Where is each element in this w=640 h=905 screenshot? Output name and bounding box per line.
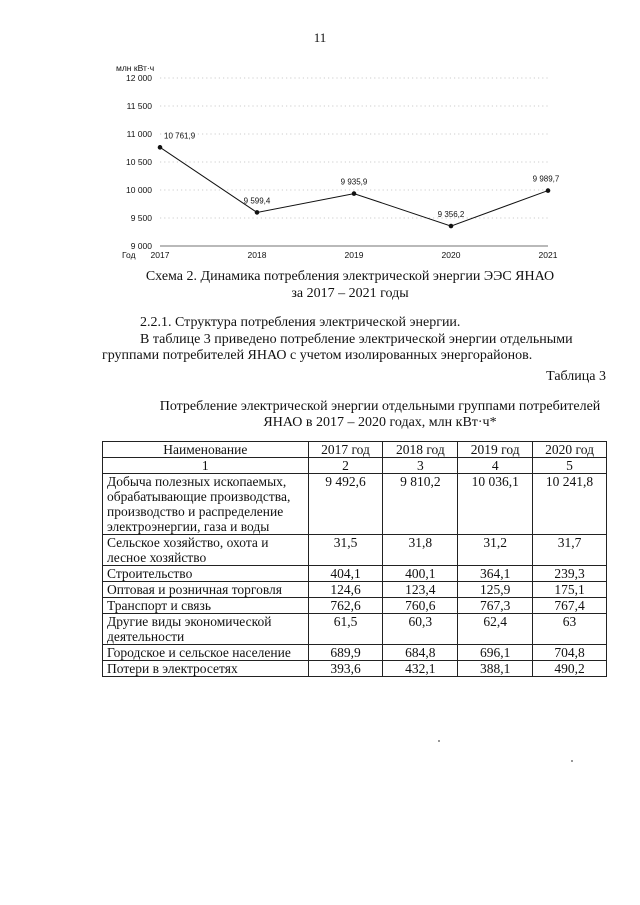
row-name: Потери в электросетях — [103, 661, 309, 677]
paragraph-line-2: группами потребителей ЯНАО с учетом изолированных энергорайонов. — [102, 348, 533, 363]
row-name: Городское и сельское население — [103, 645, 309, 661]
chart-y-tick-label: 9 000 — [130, 241, 152, 251]
row-value: 31,2 — [458, 535, 533, 566]
row-value: 767,4 — [533, 598, 607, 614]
chart-y-tick-label: 11 500 — [126, 101, 152, 111]
column-number-row — [103, 458, 607, 474]
row-value: 9 492,6 — [308, 474, 383, 535]
chart-series-line — [160, 147, 548, 226]
chart-caption-line-2: за 2017 – 2021 годы — [291, 286, 409, 301]
column-number: 3 — [383, 458, 458, 474]
chart-y-tick-label: 9 500 — [130, 213, 152, 223]
chart-y-tick-label: 12 000 — [126, 73, 152, 83]
chart-y-tick-label: 11 000 — [126, 129, 152, 139]
row-value: 63 — [533, 614, 607, 645]
row-value: 61,5 — [308, 614, 383, 645]
paragraph-line-1: В таблице 3 приведено потребление электрической энергии отдельными — [140, 332, 573, 347]
section-heading: 2.2.1. Структура потребления электрической энергии. — [140, 315, 461, 330]
header-2018: 2018 год — [383, 442, 458, 458]
consumption-table — [102, 441, 607, 677]
column-number: 4 — [458, 458, 533, 474]
chart-y-tick-label: 10 000 — [126, 185, 152, 195]
chart-y-tick-label: 10 500 — [126, 157, 152, 167]
row-value: 432,1 — [383, 661, 458, 677]
row-value: 62,4 — [458, 614, 533, 645]
table-row — [103, 614, 607, 645]
table-row — [103, 474, 607, 535]
chart-data-point — [158, 145, 163, 150]
row-value: 400,1 — [383, 566, 458, 582]
header-name: Наименование — [103, 442, 309, 458]
row-value: 10 241,8 — [533, 474, 607, 535]
row-value: 393,6 — [308, 661, 383, 677]
chart-x-tick-label: 2020 — [441, 250, 461, 260]
row-value: 404,1 — [308, 566, 383, 582]
chart-data-label: 9 356,2 — [437, 210, 465, 220]
row-value: 123,4 — [383, 582, 458, 598]
row-value: 696,1 — [458, 645, 533, 661]
row-value: 704,8 — [533, 645, 607, 661]
table-title-line-2: ЯНАО в 2017 – 2020 годах, млн кВт·ч* — [263, 415, 497, 430]
chart-x-tick-label: 2017 — [150, 250, 170, 260]
row-value: 124,6 — [308, 582, 383, 598]
chart-data-point — [352, 191, 357, 196]
table-title — [150, 399, 610, 431]
chart-data-label: 9 935,9 — [340, 177, 368, 187]
column-number: 5 — [533, 458, 607, 474]
row-value: 9 810,2 — [383, 474, 458, 535]
row-name: Другие виды экономической деятельности — [103, 614, 309, 645]
row-value: 125,9 — [458, 582, 533, 598]
row-name: Добыча полезных ископаемых, обрабатывающие производства, производство и распределение электроэнергии, газа и воды — [103, 474, 309, 535]
chart-x-tick-label: 2018 — [247, 250, 267, 260]
row-value: 767,3 — [458, 598, 533, 614]
table-label: Таблица 3 — [546, 369, 606, 384]
row-value: 684,8 — [383, 645, 458, 661]
row-value: 175,1 — [533, 582, 607, 598]
column-number: 2 — [308, 458, 383, 474]
chart-data-label: 9 989,7 — [532, 174, 560, 184]
chart-x-axis-prefix: Год — [122, 250, 136, 260]
chart-data-label: 9 599,4 — [243, 196, 271, 206]
chart-x-tick-label: 2019 — [344, 250, 364, 260]
chart-data-label: 10 761,9 — [164, 131, 196, 141]
table-row — [103, 582, 607, 598]
chart-caption-line-1: Схема 2. Динамика потребления электрической энергии ЭЭС ЯНАО — [145, 269, 555, 284]
row-value: 31,7 — [533, 535, 607, 566]
table-row — [103, 535, 607, 566]
chart-data-point — [449, 224, 454, 229]
table-row — [103, 566, 607, 582]
scan-speck — [438, 740, 440, 742]
row-value: 490,2 — [533, 661, 607, 677]
chart-data-point — [255, 210, 260, 215]
row-name: Транспорт и связь — [103, 598, 309, 614]
table-row — [103, 598, 607, 614]
table-row — [103, 645, 607, 661]
chart-caption — [0, 268, 640, 302]
row-name: Сельское хозяйство, охота и лесное хозяйство — [103, 535, 309, 566]
row-value: 762,6 — [308, 598, 383, 614]
row-name: Строительство — [103, 566, 309, 582]
row-value: 10 036,1 — [458, 474, 533, 535]
chart-x-tick-label: 2021 — [538, 250, 558, 260]
header-2017: 2017 год — [308, 442, 383, 458]
table-header-row — [103, 442, 607, 458]
row-value: 31,8 — [383, 535, 458, 566]
header-2020: 2020 год — [533, 442, 607, 458]
table-row — [103, 661, 607, 677]
consumption-line-chart — [108, 60, 568, 265]
table-title-line-1: Потребление электрической энергии отдельными группами потребителей — [159, 399, 601, 414]
row-value: 388,1 — [458, 661, 533, 677]
row-value: 31,5 — [308, 535, 383, 566]
column-number: 1 — [103, 458, 309, 474]
row-value: 689,9 — [308, 645, 383, 661]
page-number: 11 — [313, 30, 327, 45]
chart-data-point — [546, 188, 551, 193]
row-value: 60,3 — [383, 614, 458, 645]
header-2019: 2019 год — [458, 442, 533, 458]
chart-unit-label: млн кВт·ч — [116, 63, 155, 73]
row-name: Оптовая и розничная торговля — [103, 582, 309, 598]
scan-speck — [571, 760, 573, 762]
row-value: 239,3 — [533, 566, 607, 582]
row-value: 364,1 — [458, 566, 533, 582]
row-value: 760,6 — [383, 598, 458, 614]
